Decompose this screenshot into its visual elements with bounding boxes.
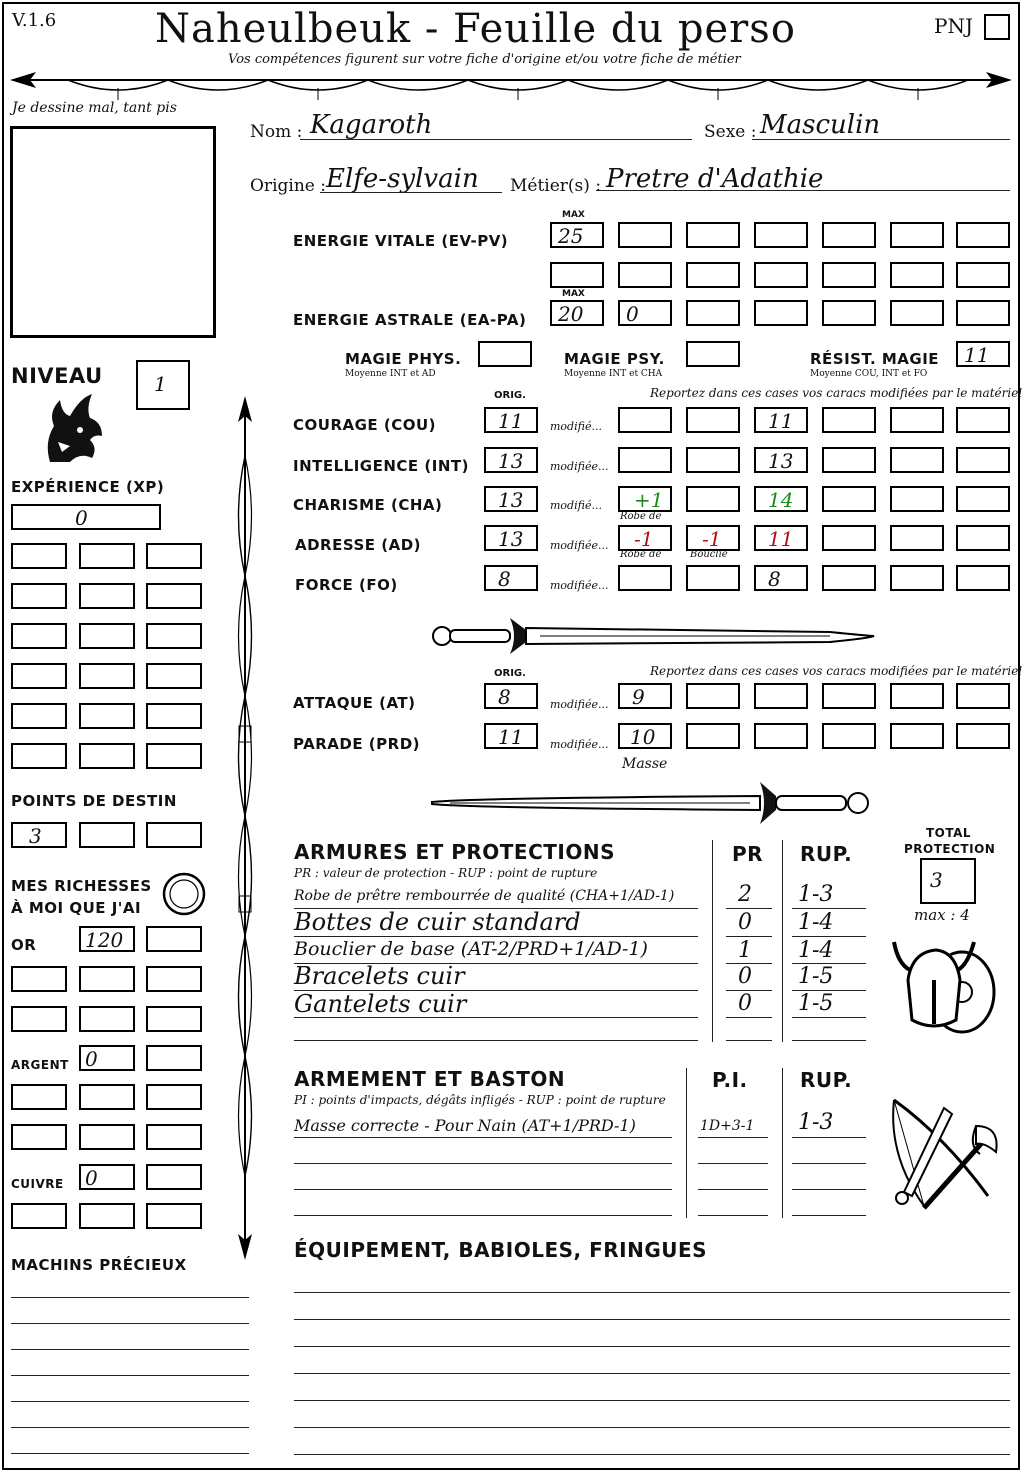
at-orig-box[interactable]: 8	[484, 683, 538, 709]
ea-box[interactable]	[890, 300, 944, 326]
armure-rup[interactable]: 1-5	[798, 991, 834, 1016]
cha-mod-box[interactable]	[686, 486, 740, 512]
fo-mod-box[interactable]	[890, 565, 944, 591]
cuivre-box[interactable]	[146, 1164, 202, 1190]
ea-current-box[interactable]: 0	[618, 300, 672, 326]
ad-final-box[interactable]: 11	[754, 525, 808, 551]
at-mod-box[interactable]	[686, 683, 740, 709]
magie-phys-label: MAGIE PHYS.	[345, 350, 462, 368]
armure-line	[726, 936, 772, 937]
int-mod-box[interactable]	[618, 447, 672, 473]
armures-title: ARMURES ET PROTECTIONS	[294, 840, 615, 864]
argent-box[interactable]: 0	[79, 1045, 135, 1071]
ea-box[interactable]	[754, 300, 808, 326]
int-mod-box[interactable]	[890, 447, 944, 473]
destin-box[interactable]	[146, 822, 202, 848]
fo-mod-box[interactable]	[956, 565, 1010, 591]
machins-line	[11, 1349, 249, 1350]
or-box[interactable]	[11, 966, 67, 992]
arme-line	[294, 1215, 672, 1216]
xp-box[interactable]	[79, 703, 135, 729]
xp-box[interactable]	[11, 583, 67, 609]
helmet-shield-icon	[890, 928, 1000, 1040]
ea-max-label: MAX	[562, 289, 585, 299]
armement-rup-header: RUP.	[800, 1068, 853, 1092]
equipement-line	[294, 1292, 1010, 1293]
arme-line	[792, 1189, 866, 1190]
xp-box[interactable]	[11, 543, 67, 569]
arme-line	[792, 1215, 866, 1216]
weapons-icon	[884, 1096, 1002, 1214]
ad-mod-box[interactable]	[890, 525, 944, 551]
xp-box[interactable]	[11, 703, 67, 729]
combat-mod-source: Masse	[622, 756, 668, 772]
sexe-label: Sexe :	[704, 122, 757, 142]
cou-orig-box[interactable]: 11	[484, 407, 538, 433]
xp-box[interactable]	[11, 663, 67, 689]
armure-line	[726, 1040, 772, 1041]
cuivre-box[interactable]	[146, 1203, 202, 1229]
armure-rup[interactable]: 1-5	[798, 964, 834, 989]
ad-mod-box[interactable]	[822, 525, 876, 551]
pr-header: PR	[732, 842, 764, 866]
magie-psy-label: MAGIE PSY.	[564, 350, 665, 368]
cha-mod-box-1[interactable]: +1	[618, 486, 672, 512]
armures-note: PR : valeur de protection - RUP : point de rupture	[294, 866, 598, 880]
armure-line	[792, 936, 866, 937]
armement-col-divider	[686, 1068, 687, 1218]
armure-rup[interactable]: 1-3	[798, 882, 834, 907]
ea-box[interactable]	[956, 300, 1010, 326]
origine-value[interactable]: Elfe-sylvain	[326, 164, 479, 194]
equipement-line	[294, 1454, 1010, 1455]
machins-label: MACHINS PRÉCIEUX	[11, 1256, 187, 1274]
cha-final-box[interactable]: 14	[754, 486, 808, 512]
xp-label: EXPÉRIENCE (XP)	[11, 478, 165, 496]
ev-max-box[interactable]: 25	[550, 222, 604, 248]
int-mod-box[interactable]	[686, 447, 740, 473]
armure-pr[interactable]: 1	[738, 938, 752, 963]
ev-label: ENERGIE VITALE (EV-PV)	[293, 232, 509, 250]
at-label: ATTAQUE (AT)	[293, 694, 416, 712]
resist-magie-label: RÉSIST. MAGIE	[810, 350, 940, 368]
machins-line	[11, 1401, 249, 1402]
ev-box[interactable]	[754, 222, 808, 248]
combat-report-note: Reportez dans ces cases vos caracs modifiées par le matériel	[650, 664, 1023, 678]
total-protection-label-1: TOTAL	[926, 826, 972, 840]
fo-mod-box[interactable]	[686, 565, 740, 591]
or-box[interactable]	[146, 926, 202, 952]
or-box[interactable]	[11, 1006, 67, 1032]
at-mod-box[interactable]	[890, 683, 944, 709]
arme-line	[698, 1189, 768, 1190]
or-box[interactable]	[146, 966, 202, 992]
equipement-line	[294, 1373, 1010, 1374]
total-protection-max: max : 4	[914, 906, 970, 924]
argent-box[interactable]	[79, 1124, 135, 1150]
pnj-checkbox[interactable]	[984, 14, 1010, 40]
armure-pr[interactable]: 0	[738, 910, 752, 935]
combat-orig-label: ORIG.	[494, 668, 526, 679]
cha-orig-box[interactable]: 13	[484, 486, 538, 512]
armures-col-divider	[712, 840, 713, 1042]
or-label: OR	[11, 936, 37, 954]
magie-phys-sub: Moyenne INT et AD	[345, 369, 436, 379]
xp-box[interactable]	[146, 543, 202, 569]
machins-line	[11, 1297, 249, 1298]
cou-mod-box[interactable]	[890, 407, 944, 433]
armure-name[interactable]: Bouclier de base (AT-2/PRD+1/AD-1)	[294, 938, 648, 960]
prd-mod-box[interactable]	[956, 723, 1010, 749]
xp-box[interactable]	[146, 623, 202, 649]
version-label: V.1.6	[12, 10, 57, 31]
fo-orig-box[interactable]: 8	[484, 565, 538, 591]
metier-underline	[596, 190, 1010, 191]
ev-box[interactable]	[956, 262, 1010, 288]
ad-mod-box[interactable]	[956, 525, 1010, 551]
resist-magie-box[interactable]: 11	[956, 341, 1010, 367]
arme-line	[698, 1137, 768, 1138]
prd-mod-box[interactable]	[686, 723, 740, 749]
xp-box[interactable]	[11, 743, 67, 769]
ev-box[interactable]	[890, 222, 944, 248]
cha-label: CHARISME (CHA)	[293, 496, 443, 514]
arme-line	[294, 1163, 672, 1164]
ea-label: ENERGIE ASTRALE (EA-PA)	[293, 311, 527, 329]
prd-mod-box[interactable]: 10	[618, 723, 672, 749]
caracs-report-note: Reportez dans ces cases vos caracs modifiées par le matériel	[650, 386, 1023, 400]
armure-line	[294, 1040, 698, 1041]
cou-label: COURAGE (COU)	[293, 416, 437, 434]
cou-mod-box[interactable]	[956, 407, 1010, 433]
fo-modifie-label: modifiée...	[550, 579, 609, 592]
sexe-underline	[752, 139, 1010, 140]
fo-final-box[interactable]: 8	[754, 565, 808, 591]
xp-box[interactable]	[146, 743, 202, 769]
total-protection-label-2: PROTECTION	[904, 842, 996, 856]
destin-label: POINTS DE DESTIN	[11, 792, 177, 810]
origine-label: Origine :	[250, 176, 326, 196]
dragon-icon	[40, 392, 106, 464]
armement-note: PI : points d'impacts, dégâts infligés - RUP : point de rupture	[294, 1093, 666, 1107]
cou-mod-box[interactable]	[822, 407, 876, 433]
coin-icon	[162, 872, 206, 916]
arme-line	[792, 1163, 866, 1164]
ev-box[interactable]	[686, 222, 740, 248]
ev-box[interactable]	[890, 262, 944, 288]
machins-line	[11, 1375, 249, 1376]
armure-line	[294, 936, 698, 937]
int-modifie-label: modifiée...	[550, 460, 609, 473]
armure-pr[interactable]: 2	[738, 882, 752, 907]
ad-mod-box-2[interactable]: -1	[686, 525, 740, 551]
prd-orig-box[interactable]: 11	[484, 723, 538, 749]
armure-line	[792, 1017, 866, 1018]
ad-orig-box[interactable]: 13	[484, 525, 538, 551]
equipement-title: ÉQUIPEMENT, BABIOLES, FRINGUES	[294, 1238, 708, 1262]
nom-underline	[300, 139, 692, 140]
equipement-line	[294, 1400, 1010, 1401]
portrait-frame[interactable]	[10, 126, 216, 338]
xp-box[interactable]	[79, 583, 135, 609]
sheet-title: Naheulbeuk - Feuille du perso	[155, 6, 796, 52]
richesses-label-1: MES RICHESSES	[11, 877, 152, 895]
ev-box[interactable]	[754, 262, 808, 288]
ea-max-box[interactable]: 20	[550, 300, 604, 326]
cou-mod-box[interactable]	[686, 407, 740, 433]
ev-box[interactable]	[618, 262, 672, 288]
armure-name[interactable]: Bracelets cuir	[294, 962, 465, 990]
ea-box[interactable]	[686, 300, 740, 326]
argent-label: ARGENT	[11, 1058, 69, 1072]
xp-box[interactable]	[146, 703, 202, 729]
sheet-subtitle: Vos compétences figurent sur votre fiche d'origine et/ou votre fiche de métier	[228, 52, 741, 67]
fo-mod-box[interactable]	[822, 565, 876, 591]
ev-box[interactable]	[822, 222, 876, 248]
ea-box[interactable]	[822, 300, 876, 326]
portrait-caption: Je dessine mal, tant pis	[12, 100, 177, 116]
sword-icon	[430, 778, 874, 828]
magie-phys-box[interactable]	[478, 341, 532, 367]
xp-box[interactable]	[79, 543, 135, 569]
nom-value[interactable]: Kagaroth	[310, 110, 433, 140]
metier-label: Métier(s) :	[510, 176, 602, 196]
xp-box[interactable]	[11, 623, 67, 649]
metier-value[interactable]: Pretre d'Adathie	[606, 164, 824, 194]
ev-box[interactable]	[956, 222, 1010, 248]
cuivre-box[interactable]: 0	[79, 1164, 135, 1190]
arme-line	[792, 1137, 866, 1138]
at-mod-box[interactable]	[822, 683, 876, 709]
argent-box[interactable]	[11, 1124, 67, 1150]
ev-box[interactable]	[822, 262, 876, 288]
argent-box[interactable]	[146, 1084, 202, 1110]
armement-title: ARMEMENT ET BASTON	[294, 1067, 566, 1091]
arme-line	[294, 1189, 672, 1190]
armure-name[interactable]: Bottes de cuir standard	[294, 908, 581, 936]
int-label: INTELLIGENCE (INT)	[293, 457, 469, 475]
cha-mod-box[interactable]	[890, 486, 944, 512]
magie-psy-box[interactable]	[686, 341, 740, 367]
fo-label: FORCE (FO)	[295, 576, 398, 594]
prd-mod-box[interactable]	[822, 723, 876, 749]
at-mod-box[interactable]	[956, 683, 1010, 709]
origine-underline	[320, 192, 502, 193]
rup-header: RUP.	[800, 842, 853, 866]
armure-line	[792, 1040, 866, 1041]
prd-mod-box[interactable]	[754, 723, 808, 749]
or-box[interactable]	[146, 1006, 202, 1032]
int-orig-box[interactable]: 13	[484, 447, 538, 473]
vertical-spear-icon	[230, 396, 260, 1260]
xp-box[interactable]	[79, 623, 135, 649]
at-modifie-label: modifiée...	[550, 698, 609, 711]
xp-box[interactable]	[146, 583, 202, 609]
argent-box[interactable]	[146, 1045, 202, 1071]
cou-modifie-label: modifié...	[550, 420, 602, 433]
sword-icon	[430, 612, 876, 658]
argent-box[interactable]	[79, 1084, 135, 1110]
ad-mod-box-1[interactable]: -1	[618, 525, 672, 551]
or-box[interactable]	[79, 1006, 135, 1032]
arme-pi[interactable]: 1D+3-1	[700, 1118, 755, 1134]
armures-col-divider	[782, 840, 783, 1042]
total-protection-box[interactable]: 3	[920, 858, 976, 904]
or-box[interactable]: 120	[79, 926, 135, 952]
at-mod-box[interactable]: 9	[618, 683, 672, 709]
destin-box[interactable]: 3	[11, 822, 67, 848]
equipement-line	[294, 1427, 1010, 1428]
armure-name[interactable]: Gantelets cuir	[294, 990, 467, 1018]
arme-line	[698, 1163, 768, 1164]
armure-name[interactable]: Robe de prêtre rembourrée de qualité (CHA+1/AD-1)	[294, 888, 675, 904]
xp-box[interactable]	[79, 743, 135, 769]
xp-box[interactable]	[79, 663, 135, 689]
cha-mod1-source: Robe de	[620, 511, 662, 522]
resist-magie-sub: Moyenne COU, INT et FO	[810, 369, 928, 379]
armure-rup[interactable]: 1-4	[798, 938, 834, 963]
int-mod-box[interactable]	[822, 447, 876, 473]
arme-name[interactable]: Masse correcte - Pour Nain (AT+1/PRD-1)	[294, 1116, 636, 1135]
cuivre-box[interactable]	[79, 1203, 135, 1229]
richesses-label-2: À MOI QUE J'AI	[11, 899, 142, 917]
cou-final-box[interactable]: 11	[754, 407, 808, 433]
ev-box[interactable]	[550, 262, 604, 288]
niveau-label: NIVEAU	[11, 364, 103, 388]
at-mod-box[interactable]	[754, 683, 808, 709]
armure-line	[726, 908, 772, 909]
fo-mod-box[interactable]	[618, 565, 672, 591]
int-final-box[interactable]: 13	[754, 447, 808, 473]
machins-line	[11, 1323, 249, 1324]
machins-line	[11, 1453, 249, 1454]
ev-box[interactable]	[618, 222, 672, 248]
equipement-line	[294, 1346, 1010, 1347]
pnj-label: PNJ	[934, 14, 973, 38]
armure-pr[interactable]: 0	[738, 991, 752, 1016]
nom-label: Nom :	[250, 122, 303, 142]
ad-modifie-label: modifiée...	[550, 539, 609, 552]
armement-col-divider	[782, 1068, 783, 1218]
magie-psy-sub: Moyenne INT et CHA	[564, 369, 663, 379]
machins-line	[11, 1427, 249, 1428]
arme-line	[698, 1215, 768, 1216]
armure-line	[792, 908, 866, 909]
destin-box[interactable]	[79, 822, 135, 848]
armure-line	[726, 1017, 772, 1018]
cou-mod-box[interactable]	[618, 407, 672, 433]
xp-box[interactable]	[146, 663, 202, 689]
armure-pr[interactable]: 0	[738, 964, 752, 989]
cha-modifie-label: modifié...	[550, 499, 602, 512]
argent-box[interactable]	[146, 1124, 202, 1150]
ad-mod2-source: Bouclie	[690, 549, 728, 560]
cha-mod-box[interactable]	[822, 486, 876, 512]
sexe-value[interactable]: Masculin	[760, 110, 881, 140]
int-mod-box[interactable]	[956, 447, 1010, 473]
niveau-box[interactable]: 1	[136, 360, 190, 410]
armure-line	[294, 1017, 698, 1018]
arme-line	[294, 1137, 672, 1138]
cuivre-box[interactable]	[11, 1203, 67, 1229]
or-box[interactable]	[79, 966, 135, 992]
ev-max-label: MAX	[562, 210, 585, 220]
prd-mod-box[interactable]	[890, 723, 944, 749]
cha-mod-box[interactable]	[956, 486, 1010, 512]
cuivre-label: CUIVRE	[11, 1177, 64, 1191]
caracs-orig-label: ORIG.	[494, 390, 526, 401]
prd-modifie-label: modifiée...	[550, 738, 609, 751]
argent-box[interactable]	[11, 1084, 67, 1110]
equipement-line	[294, 1319, 1010, 1320]
arme-rup[interactable]: 1-3	[798, 1110, 834, 1135]
pi-header: P.I.	[712, 1068, 748, 1092]
armure-rup[interactable]: 1-4	[798, 910, 834, 935]
prd-label: PARADE (PRD)	[293, 735, 421, 753]
xp-box[interactable]: 0	[11, 504, 161, 530]
ad-mod1-source: Robe de	[620, 549, 662, 560]
ad-label: ADRESSE (AD)	[295, 536, 422, 554]
ev-box[interactable]	[686, 262, 740, 288]
